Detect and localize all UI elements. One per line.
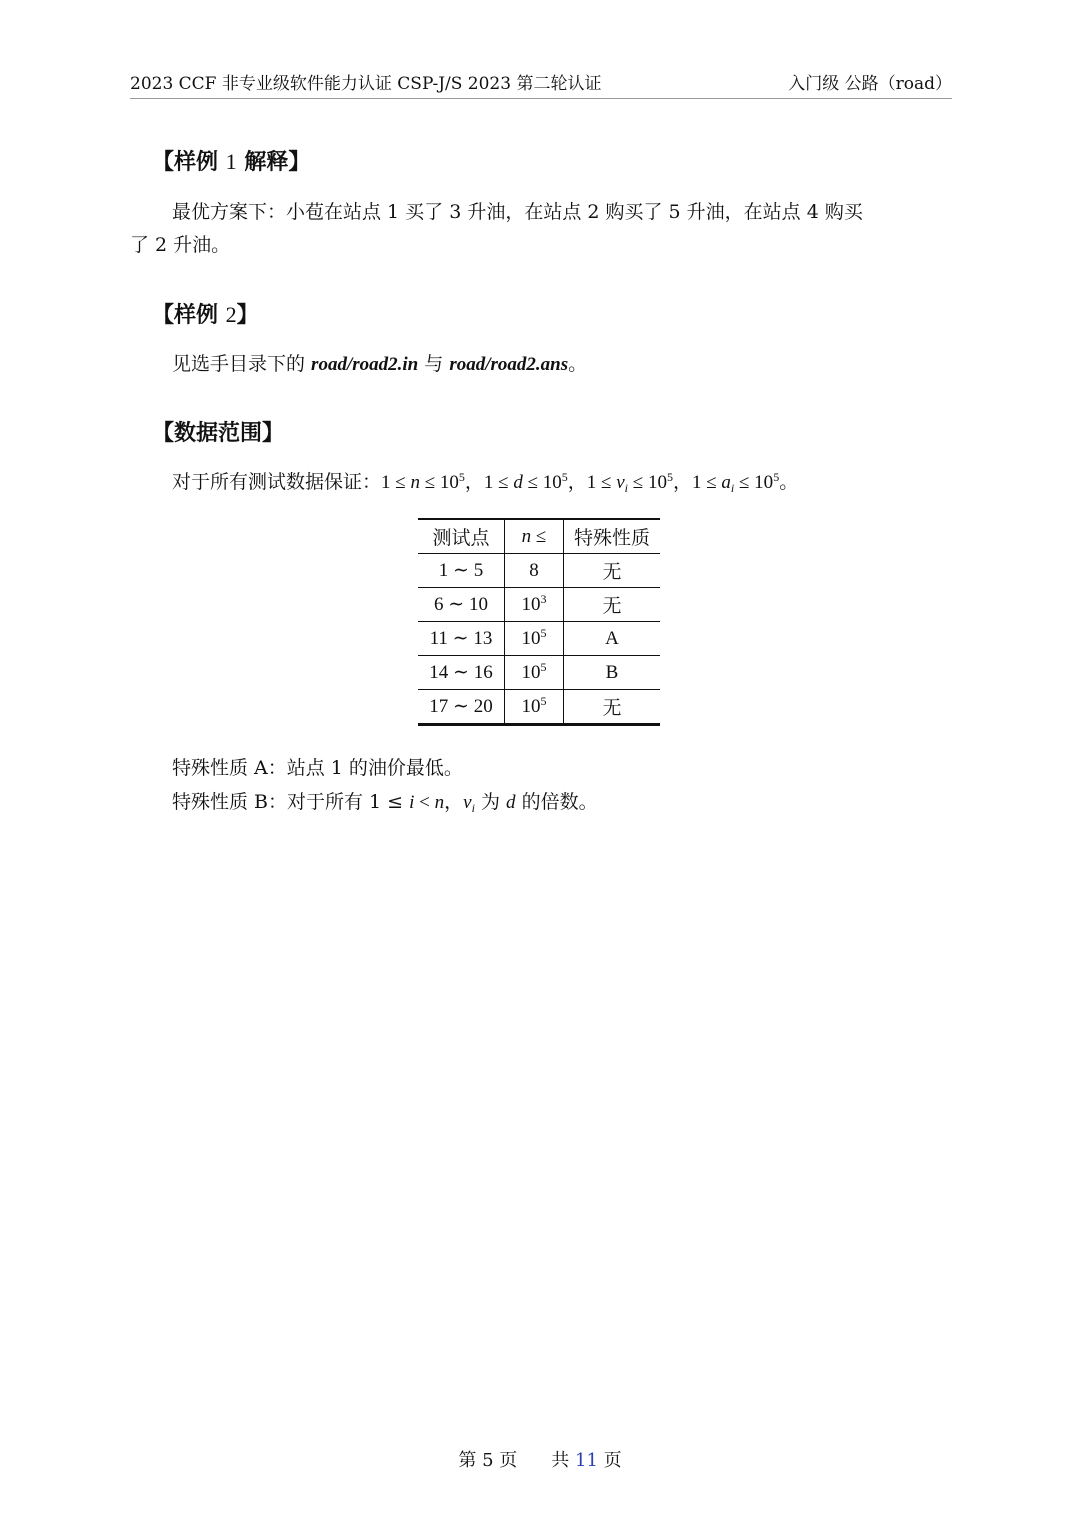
cell-special-property: 无 [602,596,622,617]
table-row [418,588,660,622]
header-problem-title: 入门级 公路（road） [788,74,952,94]
constraint-variable: n [410,472,420,493]
cell-n-limit [505,656,564,690]
page-header [130,72,952,99]
n-limit-base: 10 [521,627,541,649]
constraint-lower: 1 ≤ [691,472,722,493]
cell-special-property: A [605,627,619,649]
note-b-suffix: 的倍数。 [515,791,598,813]
cell-n-limit [505,622,564,656]
var-d: d [506,792,516,813]
n-limit-exponent: 5 [540,625,547,640]
sample2-suffix: 。 [568,353,588,375]
n-limit-base: 10 [521,661,541,683]
heading-close: 解释】 [236,150,311,175]
table-row [418,690,660,725]
n-limit-exponent: 5 [540,659,547,674]
sample2-heading [152,300,259,331]
cell-test-range: 11 ∼ 13 [418,622,505,656]
table-header-row [418,519,660,554]
special-property-b [172,786,598,819]
constraint-lower: 1 ≤ [381,472,411,493]
cell-test-range: 17 ∼ 20 [418,690,505,725]
data-range-heading: 【数据范围】 [152,421,285,446]
heading-number: 2 [225,302,237,327]
table-row [418,622,660,656]
constraint-variable: a [721,472,731,493]
cell-n-limit [505,690,564,725]
constraint-upper: ≤ 10 [734,472,774,493]
var-i: i [409,792,415,813]
n-limit-base: 10 [521,593,541,615]
constraint-subscript: i [624,481,629,495]
var-n: n [434,792,445,813]
sample2-text [172,348,587,381]
cell-n-limit [505,588,564,622]
var-v: v [463,792,472,813]
constraint-variable: v [616,472,625,493]
constraint-upper: ≤ 10 [522,472,562,493]
heading-close: 】 [236,303,259,328]
constraint-subscript: i [730,481,735,495]
table-body [418,554,660,725]
answer-file-path: road/road2.ans [449,354,569,375]
constraint-0 [381,471,484,493]
page-suffix: 页 [493,1450,518,1471]
n-limit-exponent: 3 [540,591,547,606]
note-b-mid: 为 [474,791,507,813]
n-limit-base: 10 [521,695,541,717]
constraint-upper: ≤ 10 [419,472,459,493]
data-range-guarantee [172,466,962,499]
page-footer [0,1449,1080,1473]
constraint-exponent: 5 [458,470,465,484]
sample2-mid: 与 [418,353,450,375]
heading-open: 【样例 [152,150,226,175]
subscript-i: i [471,801,475,815]
special-property-a: 特殊性质 A：站点 1 的油价最低。 [172,757,463,779]
sample1-explain-heading [152,147,310,178]
constraint-separator: ， [464,471,484,493]
total-suffix: 页 [597,1450,622,1471]
cell-test-range: 1 ∼ 5 [418,554,505,588]
page-prefix: 第 [458,1450,483,1471]
constraint-separator: 。 [779,471,799,493]
constraint-2 [587,471,692,493]
test-points-table [418,518,660,726]
constraint-separator: ， [672,471,692,493]
sample2-prefix: 见选手目录下的 [172,353,312,375]
constraint-exponent: 5 [666,470,673,484]
header-contest-title: 2023 CCF 非专业级软件能力认证 CSP-J/S 2023 第二轮认证 [130,74,602,94]
guarantee-prefix: 对于所有测试数据保证： [172,471,382,493]
comma: ， [444,791,464,813]
cell-test-range: 6 ∼ 10 [418,588,505,622]
heading-open: 【样例 [152,303,226,328]
lt-sign: < [414,792,435,813]
constraint-lower: 1 ≤ [483,472,514,493]
header-n-limit [505,519,564,554]
constraints-list [381,471,798,493]
header-test-points: 测试点 [418,519,505,554]
cell-special-property: 无 [602,562,622,583]
table-row [418,554,660,588]
n-variable: n [521,525,532,547]
input-file-path: road/road2.in [311,354,419,375]
constraint-lower: 1 ≤ [586,472,617,493]
constraint-1 [484,471,587,493]
heading-number: 1 [225,149,237,174]
sample1-explain-line2: 了 2 升油。 [130,234,231,256]
cell-test-range: 14 ∼ 16 [418,656,505,690]
n-limit-exponent: 5 [540,693,547,708]
constraint-upper: ≤ 10 [628,472,667,493]
constraint-exponent: 5 [773,470,780,484]
le-sign: ≤ [531,525,547,547]
total-pages-link[interactable]: 11 [575,1450,598,1471]
cell-special-property: B [605,661,619,683]
sample1-explain-line1: 最优方案下：小苞在站点 1 买了 3 升油，在站点 2 购买了 5 升油，在站点 4 购买 [172,201,863,223]
cell-n-limit [505,554,564,588]
constraint-exponent: 5 [561,470,568,484]
current-page-number: 5 [482,1450,494,1471]
constraint-separator: ， [567,471,587,493]
constraint-variable: d [513,472,523,493]
n-limit-base: 8 [529,559,539,581]
cell-special-property: 无 [602,698,622,719]
total-prefix: 共 [551,1450,575,1471]
header-special-property: 特殊性质 [573,528,650,549]
constraint-3 [692,471,798,493]
table-row [418,656,660,690]
note-b-prefix: 特殊性质 B：对于所有 1 ≤ [172,791,410,813]
